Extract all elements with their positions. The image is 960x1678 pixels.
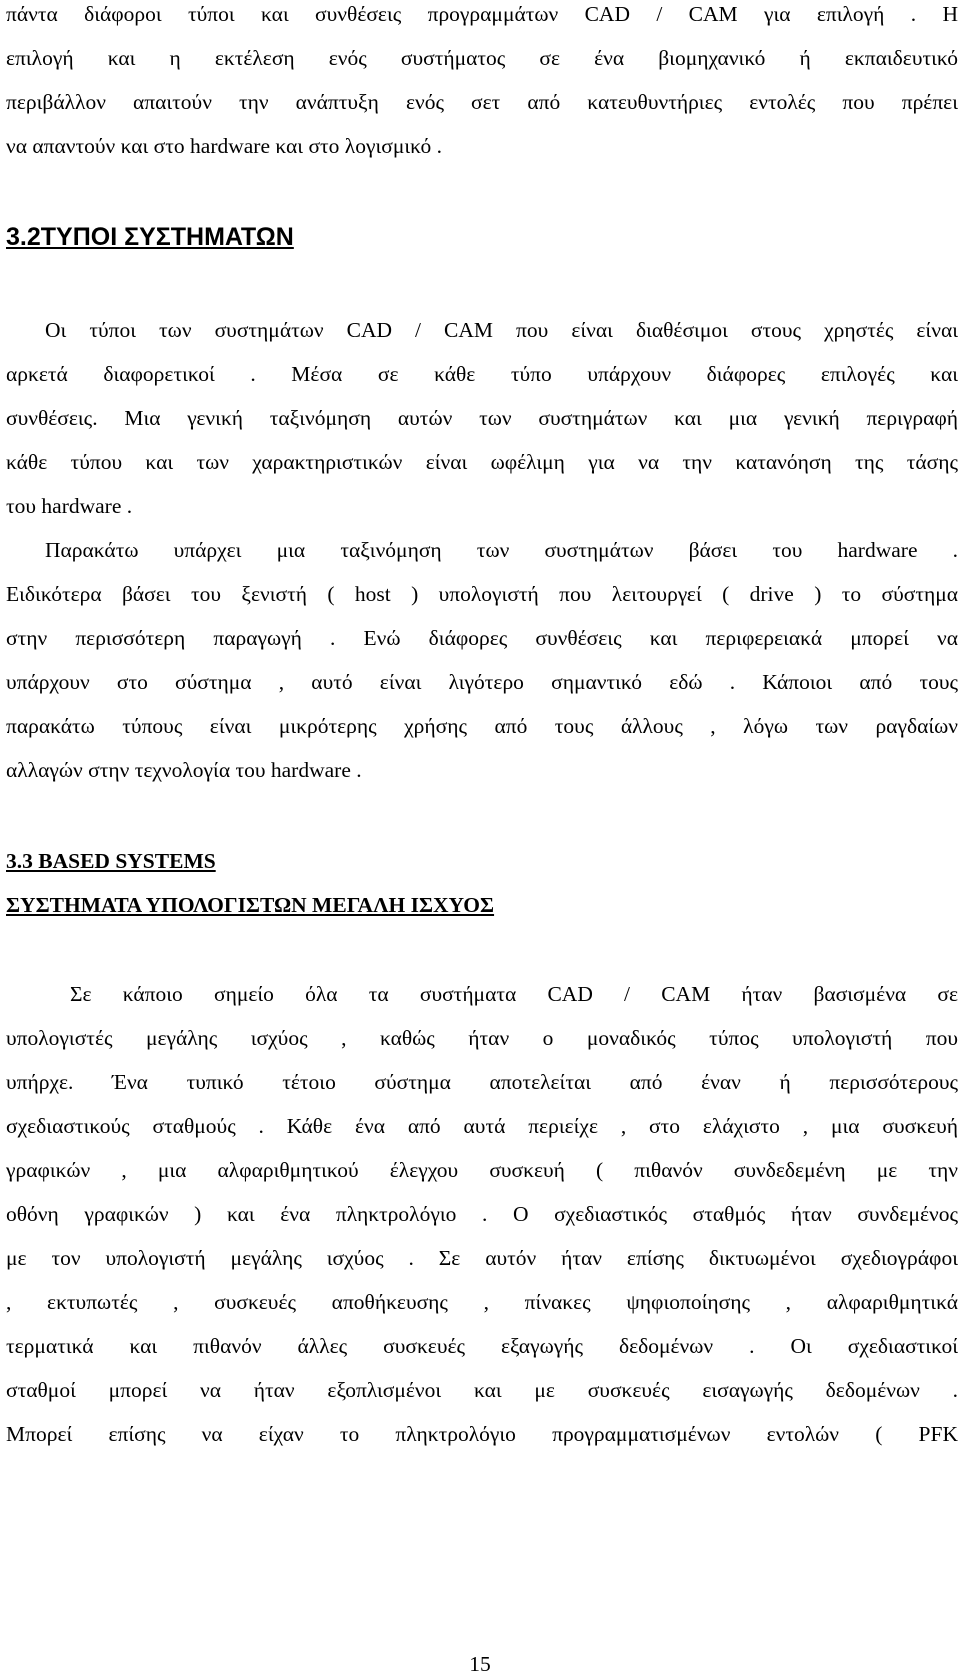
- section-3-2-heading: 3.2ΤΥΠΟΙ ΣΥΣΤΗΜΑΤΩΝ: [6, 223, 294, 251]
- section-3-3-line-6: οθόνη γραφικών ) και ένα πληκτρολόγιο . Ο σχεδιαστικός σταθμός ήταν συνδεμένος: [6, 1202, 958, 1226]
- section-3-3-line-5: γραφικών , μια αλφαριθμητικού έλεγχου συσκευή ( πιθανόν συνδεδεμένη με την: [6, 1158, 958, 1182]
- section-3-3-line-10: σταθμοί μπορεί να ήταν εξοπλισμένοι και με συσκευές εισαγωγής δεδομένων .: [6, 1378, 958, 1402]
- section-3-3-line-2: υπολογιστές μεγάλης ισχύος , καθώς ήταν ο μοναδικός τύπος υπολογιστή που: [6, 1026, 958, 1050]
- section-3-3-line-7: με τον υπολογιστή μεγάλης ισχύος . Σε αυτόν ήταν επίσης δικτυωμένοι σχεδιογράφοι: [6, 1246, 958, 1270]
- section-3-2-p1-line-4: κάθε τύπου και των χαρακτηριστικών είναι ωφέλιμη για να την κατανόηση της τάσης: [6, 450, 958, 474]
- section-3-2-p1-line-1: Οι τύποι των συστημάτων CAD / CAM που είναι διαθέσιμοι στους χρηστές είναι: [45, 318, 958, 342]
- intro-line-2: επιλογή και η εκτέλεση ενός συστήματος σε ένα βιομηχανικό ή εκπαιδευτικό: [6, 46, 958, 70]
- section-3-3-line-3: υπήρχε. Ένα τυπικό τέτοιο σύστημα αποτελείται από έναν ή περισσότερους: [6, 1070, 958, 1094]
- intro-line-1: πάντα διάφοροι τύποι και συνθέσεις προγραμμάτων CAD / CAM για επιλογή . Η: [6, 2, 958, 26]
- section-3-2-p1-line-5: του hardware .: [6, 494, 133, 518]
- section-3-3-subheading: ΣΥΣΤΗΜΑΤΑ ΥΠΟΛΟΓΙΣΤΩΝ ΜΕΓΑΛΗ ΙΣΧΥΟΣ: [6, 893, 495, 917]
- section-3-2-p2-line-3: στην περισσότερη παραγωγή . Ενώ διάφορες συνθέσεις και περιφερειακά μπορεί να: [6, 626, 958, 650]
- section-3-3-heading: 3.3 BASED SYSTEMS: [6, 849, 216, 873]
- section-3-3-line-4: σχεδιαστικούς σταθμούς . Κάθε ένα από αυτά περιείχε , στο ελάχιστο , μια συσκευή: [6, 1114, 958, 1138]
- section-3-2-p2-line-4: υπάρχουν στο σύστημα , αυτό είναι λιγότερο σημαντικό εδώ . Κάποιοι από τους: [6, 670, 958, 694]
- section-3-3-line-11: Μπορεί επίσης να είχαν το πληκτρολόγιο προγραμματισμένων εντολών ( PFK: [6, 1422, 958, 1446]
- section-3-3-line-8: , εκτυπωτές , συσκευές αποθήκευσης , πίνακες ψηφιοποίησης , αλφαριθμητικά: [6, 1290, 958, 1314]
- section-3-2-p2-line-6: αλλαγών στην τεχνολογία του hardware .: [6, 758, 362, 782]
- section-3-3-line-9: τερματικά και πιθανόν άλλες συσκευές εξαγωγής δεδομένων . Οι σχεδιαστικοί: [6, 1334, 958, 1358]
- section-3-2-p1-line-3: συνθέσεις. Μια γενική ταξινόμηση αυτών των συστημάτων και μια γενική περιγραφή: [6, 406, 958, 430]
- intro-line-3: περιβάλλον απαιτούν την ανάπτυξη ενός σετ από κατευθυντήριες εντολές που πρέπει: [6, 90, 958, 114]
- section-3-2-p1-line-2: αρκετά διαφορετικοί . Μέσα σε κάθε τύπο υπάρχουν διάφορες επιλογές και: [6, 362, 958, 386]
- page-number: 15: [469, 1652, 491, 1676]
- intro-line-4: να απαντούν και στο hardware και στο λογισμικό .: [6, 134, 443, 158]
- section-3-3-line-1: Σε κάποιο σημείο όλα τα συστήματα CAD / CAM ήταν βασισμένα σε: [70, 982, 958, 1006]
- section-3-2-p2-line-2: Ειδικότερα βάσει του ξενιστή ( host ) υπολογιστή που λειτουργεί ( drive ) το σύστημα: [6, 582, 958, 606]
- section-3-2-p2-line-5: παρακάτω τύπους είναι μικρότερης χρήσης από τους άλλους , λόγω των ραγδαίων: [6, 714, 958, 738]
- section-3-2-p2-line-1: Παρακάτω υπάρχει μια ταξινόμηση των συστημάτων βάσει του hardware .: [45, 538, 958, 562]
